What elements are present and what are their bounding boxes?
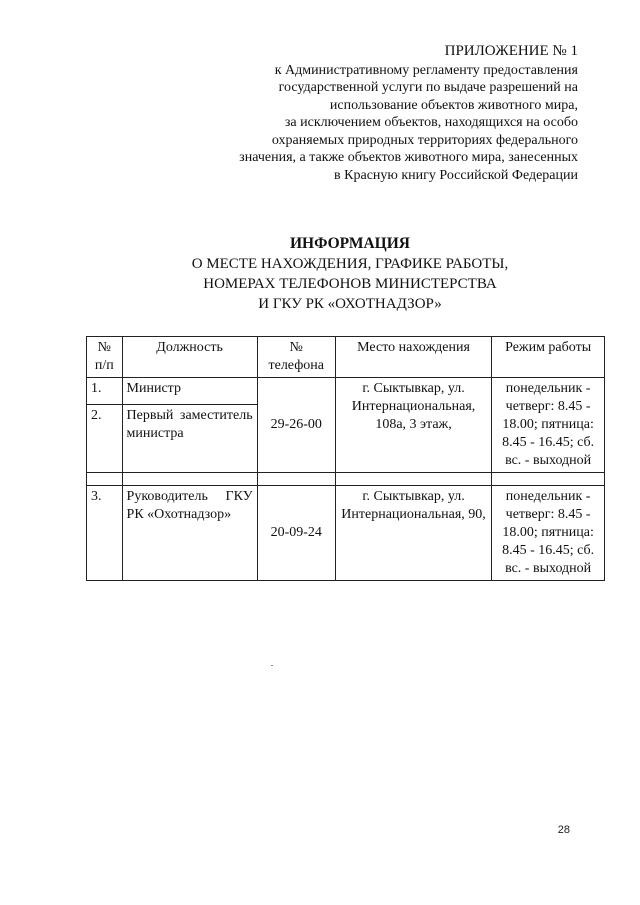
- heading-line: И ГКУ РК «ОХОТНАДЗОР»: [258, 296, 442, 312]
- spacer-cell: [492, 473, 605, 486]
- row-phone: 29-26-00: [257, 378, 335, 473]
- table-spacer-row: [87, 473, 605, 486]
- table-row: [87, 486, 605, 581]
- annex-line: охраняемых природных территориях федерального: [271, 132, 578, 148]
- scan-speck: [271, 665, 273, 666]
- header-schedule: Режим работы: [492, 337, 605, 378]
- annex-line: за исключением объектов, находящихся на особо: [284, 115, 578, 130]
- annex-line: к Административному регламенту предоставления: [274, 62, 578, 78]
- row-location: г. Сыктывкар, ул. Интернациональная, 108а, 3 этаж,: [335, 378, 491, 473]
- spacer-cell: [257, 473, 335, 486]
- row-num: 2.: [87, 405, 123, 473]
- header-position: Должность: [122, 337, 257, 378]
- document-heading: [0, 234, 640, 314]
- heading-line: О МЕСТЕ НАХОЖДЕНИЯ, ГРАФИКЕ РАБОТЫ,: [191, 256, 509, 272]
- annex-line: государственной услуги по выдаче разрешений на: [278, 80, 578, 95]
- header-phone: № телефона: [257, 337, 335, 378]
- row-position: Руководитель ГКУ РК «Охотнадзор»: [122, 486, 257, 581]
- heading-title: ИНФОРМАЦИЯ: [290, 235, 410, 252]
- row-num: 1.: [87, 378, 123, 405]
- table-header-row: [87, 337, 605, 378]
- page-number: 28: [557, 824, 570, 836]
- row-phone: 20-09-24: [257, 486, 335, 581]
- annex-title: ПРИЛОЖЕНИЕ № 1: [444, 43, 578, 59]
- row-schedule: понедельник - четверг: 8.45 - 18.00; пятница: 8.45 - 16.45; сб. вс. - выходной: [492, 486, 605, 581]
- contacts-table: [86, 336, 605, 581]
- header-location: Место нахождения: [335, 337, 491, 378]
- heading-line: НОМЕРАХ ТЕЛЕФОНОВ МИНИСТЕРСТВА: [203, 276, 497, 292]
- annex-line: в Красную книгу Российской Федерации: [334, 167, 578, 183]
- row-position: Министр: [122, 378, 257, 405]
- row-location: г. Сыктывкар, ул. Интернациональная, 90,: [335, 486, 491, 581]
- spacer-cell: [122, 473, 257, 486]
- table-row: [87, 378, 605, 405]
- row-schedule: понедельник - четверг: 8.45 - 18.00; пятница: 8.45 - 16.45; сб. вс. - выходной: [492, 378, 605, 473]
- header-num: № п/п: [87, 337, 123, 378]
- annex-line: использование объектов животного мира,: [329, 97, 578, 113]
- annex-block: [198, 43, 578, 184]
- annex-line: значения, а также объектов животного мира, занесенных: [239, 150, 578, 165]
- spacer-cell: [335, 473, 491, 486]
- spacer-cell: [87, 473, 123, 486]
- row-position: Первый заместитель министра: [122, 405, 257, 473]
- row-num: 3.: [87, 486, 123, 581]
